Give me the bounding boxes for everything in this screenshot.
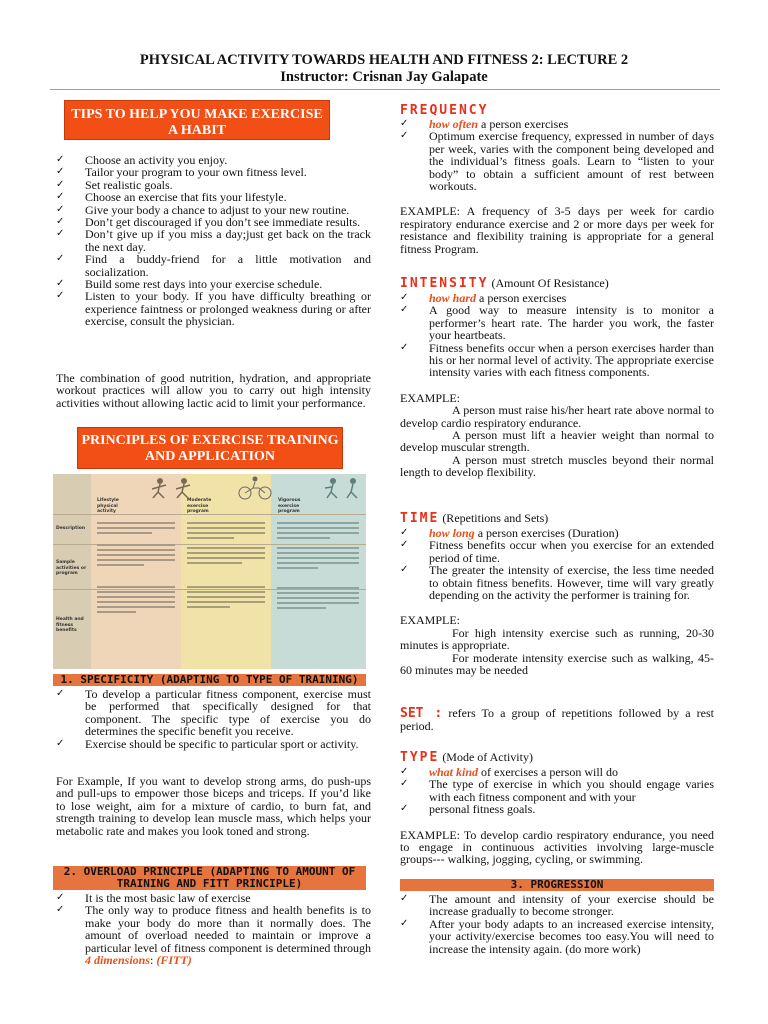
- type-section: [400, 748, 714, 866]
- list-item: ✓ Optimum exercise frequency, expressed in number of days per week, varies with the component being developed and the individual’s fitness goals. Learn to “listen to your body” to obtain a sufficient amount of rest between workouts.: [400, 130, 714, 192]
- intensity-heading-row: [400, 274, 714, 292]
- time-example-label: EXAMPLE:: [400, 613, 460, 628]
- intensity-list: [400, 292, 714, 379]
- list-item: ✓ Build some rest days into your exercise schedule.: [56, 278, 371, 290]
- list-item: ✓ The only way to produce fitness and health benefits is to make your body do more than it normally does. The amount of overload needed to maintain or improve a particular level of fitness component is determined through 4 dimensions: (FITT): [56, 904, 371, 966]
- dimensions-highlight: 4 dimensions: [85, 953, 151, 968]
- header-divider: [50, 89, 720, 90]
- runners-illustration-icon: [148, 476, 208, 500]
- time-example: For moderate intensity exercise such as walking, 45-60 minutes may be needed: [400, 650, 714, 678]
- list-item: ✓ Tailor your program to your own fitness level.: [56, 166, 371, 178]
- type-example: EXAMPLE: To develop cardio respiratory endurance, you need to engage in continuous activities involving large-muscle groups--- walking, jogging, cycling, or swimming.: [400, 827, 714, 867]
- figure-col-header: Lifestyle physical activity: [97, 498, 119, 514]
- list-item: ✓ Exercise should be specific to particular sport or activity.: [56, 738, 371, 750]
- frequency-highlight: how often: [429, 117, 479, 131]
- list-item: ✓ The greater the intensity of exercise, the less time needed to obtain fitness benefits. However, time will vary greatly depending on the activity the performer is training for.: [400, 564, 714, 601]
- set-definition: [400, 707, 714, 733]
- list-item: ✓ Set realistic goals.: [56, 179, 371, 191]
- figure-row-label: Sample activities or program: [56, 560, 87, 576]
- intensity-subtitle: (Amount Of Resistance): [488, 276, 609, 290]
- set-section: [400, 707, 714, 733]
- swimmer-illustration-icon: [321, 476, 365, 500]
- list-item: ✓ Fitness benefits occur when you exercise for an extended period of time.: [400, 539, 714, 564]
- intensity-example-label: EXAMPLE:: [400, 390, 460, 405]
- time-section: [400, 509, 714, 676]
- time-example: For high intensity exercise such as running, 20-30 minutes is appropriate.: [400, 625, 714, 653]
- time-heading-row: [400, 509, 714, 527]
- figure-col-header: Vigorous exercise program: [278, 498, 301, 514]
- tips-list: [56, 154, 371, 328]
- figure-row-label: Description: [56, 526, 86, 531]
- list-item-text: a person exercises: [478, 117, 569, 131]
- intensity-example: A person must raise his/her heart rate above normal to develop cardio respiratory endurance.: [400, 403, 714, 430]
- overload-heading: 2. OVERLOAD PRINCIPLE (ADAPTING TO AMOUNT OF TRAINING AND FITT PRINCIPLE): [53, 866, 366, 890]
- list-item: ✓ Fitness benefits occur when a person exercises harder than his or her normal level of activity. The appropriate exercise intensity varies with each fitness components.: [400, 342, 714, 379]
- cyclist-illustration-icon: [235, 476, 275, 500]
- list-item: ✓ Choose an exercise that fits your lifestyle.: [56, 191, 371, 203]
- type-list: [400, 766, 714, 816]
- type-heading: TYPE: [400, 750, 440, 765]
- instructor-line: Instructor: Crisnan Jay Galapate: [280, 69, 488, 85]
- time-highlight: how long: [429, 526, 475, 540]
- frequency-list: [400, 118, 714, 192]
- frequency-heading: FREQUENCY: [400, 103, 489, 118]
- list-item: ✓ Listen to your body. If you have difficulty breathing or experience faintness or prolonged weakness during or after exercise, consult the physician.: [56, 290, 371, 327]
- list-item: ✓ Find a buddy-friend for a little motivation and socialization.: [56, 253, 371, 278]
- lecture-title: PHYSICAL ACTIVITY TOWARDS HEALTH AND FITNESS 2: LECTURE 2: [139, 52, 629, 68]
- tips-box: TIPS TO HELP YOU MAKE EXERCISE A HABIT: [64, 100, 330, 140]
- list-item: ✓ A good way to measure intensity is to monitor a performer’s heart rate. The harder you work, the faster your heartbeats.: [400, 304, 714, 341]
- list-item: ✓ Don’t get discouraged if you don’t see immediate results.: [56, 216, 371, 228]
- list-item: ✓ To develop a particular fitness component, exercise must be performed that specifically designed for that component. The specific type of exercise you do determines the specific benefit you receive.: [56, 688, 371, 738]
- list-item: ✓ Don’t give up if you miss a day;just get back on the track the next day.: [56, 228, 371, 253]
- frequency-section: [400, 103, 714, 255]
- nutrition-paragraph: The combination of good nutrition, hydration, and appropriate workout practices will allow you to carry out high intensity activities without allowing lactic acid to limit your performance.: [56, 371, 371, 410]
- list-item-text: a person exercises: [476, 291, 567, 305]
- intensity-example: A person must lift a heavier weight than normal to develop muscular strength.: [400, 428, 714, 455]
- list-item: ✓ The type of exercise in which you should engage varies with each fitness component and with your: [400, 778, 714, 803]
- overload-list: [56, 892, 371, 966]
- set-heading: SET :: [400, 706, 443, 721]
- specificity-heading: 1. SPECIFICITY (ADAPTING TO TYPE OF TRAINING): [53, 674, 366, 686]
- frequency-example: EXAMPLE: A frequency of 3-5 days per week for cardio respiratory endurance exercise and 2 or more days per week for resistance and flexibility training is appropriate for a general fitness Program.: [400, 204, 714, 256]
- time-heading: TIME: [400, 511, 440, 526]
- progression-heading: 3. PROGRESSION: [400, 879, 714, 891]
- fitt-highlight: (FITT): [156, 953, 192, 968]
- intensity-heading: INTENSITY: [400, 276, 489, 291]
- list-item-text: a person exercises (Duration): [474, 526, 619, 540]
- list-item: ✓ Give your body a chance to adjust to your new routine.: [56, 204, 371, 216]
- principles-box: PRINCIPLES OF EXERCISE TRAINING AND APPLICATION: [77, 427, 343, 469]
- intensity-highlight: how hard: [429, 291, 477, 305]
- overload-text: The only way to produce fitness and health benefits is to make your body do more than it normally does. The amount of overload needed to maintain or improve a particular level of fitness component is determined through: [85, 903, 371, 955]
- type-heading-row: [400, 748, 714, 766]
- list-item-text: of exercises a person will do: [478, 765, 618, 779]
- time-list: [400, 527, 714, 601]
- list-item: ✓ It is the most basic law of exercise: [56, 892, 371, 904]
- list-item: ✓ The amount and intensity of your exercise should be increase gradually to become stronger.: [400, 893, 714, 918]
- time-subtitle: (Repetitions and Sets): [439, 511, 549, 525]
- type-highlight: what kind: [429, 765, 479, 779]
- type-subtitle: (Mode of Activity): [439, 750, 533, 764]
- intensity-section: [400, 274, 714, 479]
- figure-col-header: Moderate exercise program: [187, 498, 212, 514]
- intensity-example: A person must stretch muscles beyond their normal length to develop flexibility.: [400, 452, 714, 480]
- list-item: ✓ personal fitness goals.: [400, 803, 714, 815]
- exercise-program-figure: [53, 474, 366, 669]
- specificity-example: For Example, If you want to develop strong arms, do push-ups and pull-ups to empower those biceps and triceps. If you’d like to lose weight, aim for a mixture of cardio, to burn fat, and strength training to develop lean muscle mass, which helps your metabolic rate and makes you look toned and strong.: [56, 774, 371, 838]
- list-item: ✓ After your body adapts to an increased exercise intensity, your activity/exercise becomes too easy.You will need to increase the intensity again. (do more work): [400, 918, 714, 955]
- specificity-list: [56, 688, 371, 750]
- set-text: refers To a group of repetitions followed by a rest period.: [400, 706, 714, 734]
- list-item: ✓ Choose an activity you enjoy.: [56, 154, 371, 166]
- page-header: [0, 52, 768, 86]
- figure-row-label: Health and fitness benefits: [56, 617, 84, 633]
- progression-list: [400, 893, 714, 955]
